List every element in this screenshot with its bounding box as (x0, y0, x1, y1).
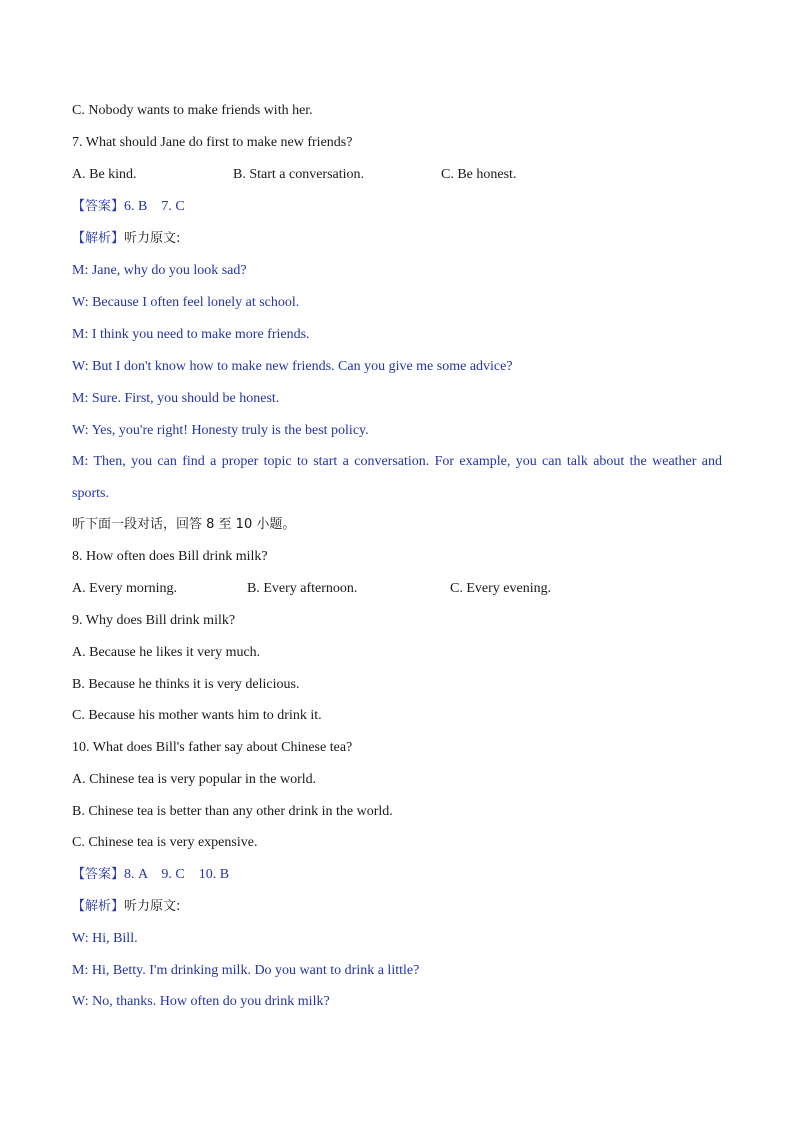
analysis-label: 听力原文: (124, 899, 181, 914)
transcript-line: W: Hi, Bill. (72, 931, 138, 946)
q7-option-b: B. Start a conversation. (233, 167, 365, 182)
transcript-line: M: I think you need to make more friends. (72, 327, 310, 342)
analysis-line-2 (72, 898, 722, 916)
answer-tag: 【答案】 (72, 867, 125, 882)
q10-option-c: C. Chinese tea is very expensive. (72, 835, 258, 850)
transcript-line: W: Because I often feel lonely at school. (72, 295, 300, 310)
q9-question: 9. Why does Bill drink milk? (72, 613, 236, 628)
transcript-line: sports. (72, 486, 109, 501)
q8-option-b: B. Every afternoon. (247, 581, 358, 596)
q8-option-c: C. Every evening. (450, 581, 552, 596)
transcript-line: M: Jane, why do you look sad? (72, 263, 247, 278)
section-instruction: 听下面一段对话，回答 8 至 10 小题。 (72, 517, 296, 532)
answer-values: 6. B 7. C (124, 199, 185, 214)
analysis-label: 听力原文: (124, 231, 181, 246)
analysis-tag: 【解析】 (72, 899, 125, 914)
q5-option-c: C. Nobody wants to make friends with her. (72, 103, 313, 118)
transcript-line: W: No, thanks. How often do you drink milk? (72, 994, 330, 1009)
q9-option-b: B. Because he thinks it is very delicious. (72, 677, 300, 692)
q8-option-a: A. Every morning. (72, 581, 177, 596)
q10-option-b: B. Chinese tea is better than any other drink in the world. (72, 804, 393, 819)
q9-option-c: C. Because his mother wants him to drink it. (72, 708, 322, 723)
answer-line-2 (72, 866, 722, 884)
q8-question: 8. How often does Bill drink milk? (72, 549, 268, 564)
answer-line-1 (72, 198, 722, 216)
transcript-line: W: But I don't know how to make new friends. Can you give me some advice? (72, 359, 513, 374)
q10-option-a: A. Chinese tea is very popular in the world. (72, 772, 317, 787)
transcript-line: M: Sure. First, you should be honest. (72, 391, 280, 406)
q9-option-a: A. Because he likes it very much. (72, 645, 261, 660)
q7-question: 7. What should Jane do first to make new friends? (72, 135, 353, 150)
transcript-line: M: Then, you can find a proper topic to start a conversation. For example, you can talk about the weather and (72, 454, 722, 469)
answer-tag: 【答案】 (72, 199, 125, 214)
transcript-line: M: Hi, Betty. I'm drinking milk. Do you want to drink a little? (72, 963, 420, 978)
analysis-line-1 (72, 230, 722, 248)
q7-option-a: A. Be kind. (72, 167, 137, 182)
transcript-line: W: Yes, you're right! Honesty truly is the best policy. (72, 423, 369, 438)
answer-values: 8. A 9. C 10. B (124, 867, 230, 882)
q7-option-c: C. Be honest. (441, 167, 517, 182)
q10-question: 10. What does Bill's father say about Chinese tea? (72, 740, 353, 755)
analysis-tag: 【解析】 (72, 231, 125, 246)
